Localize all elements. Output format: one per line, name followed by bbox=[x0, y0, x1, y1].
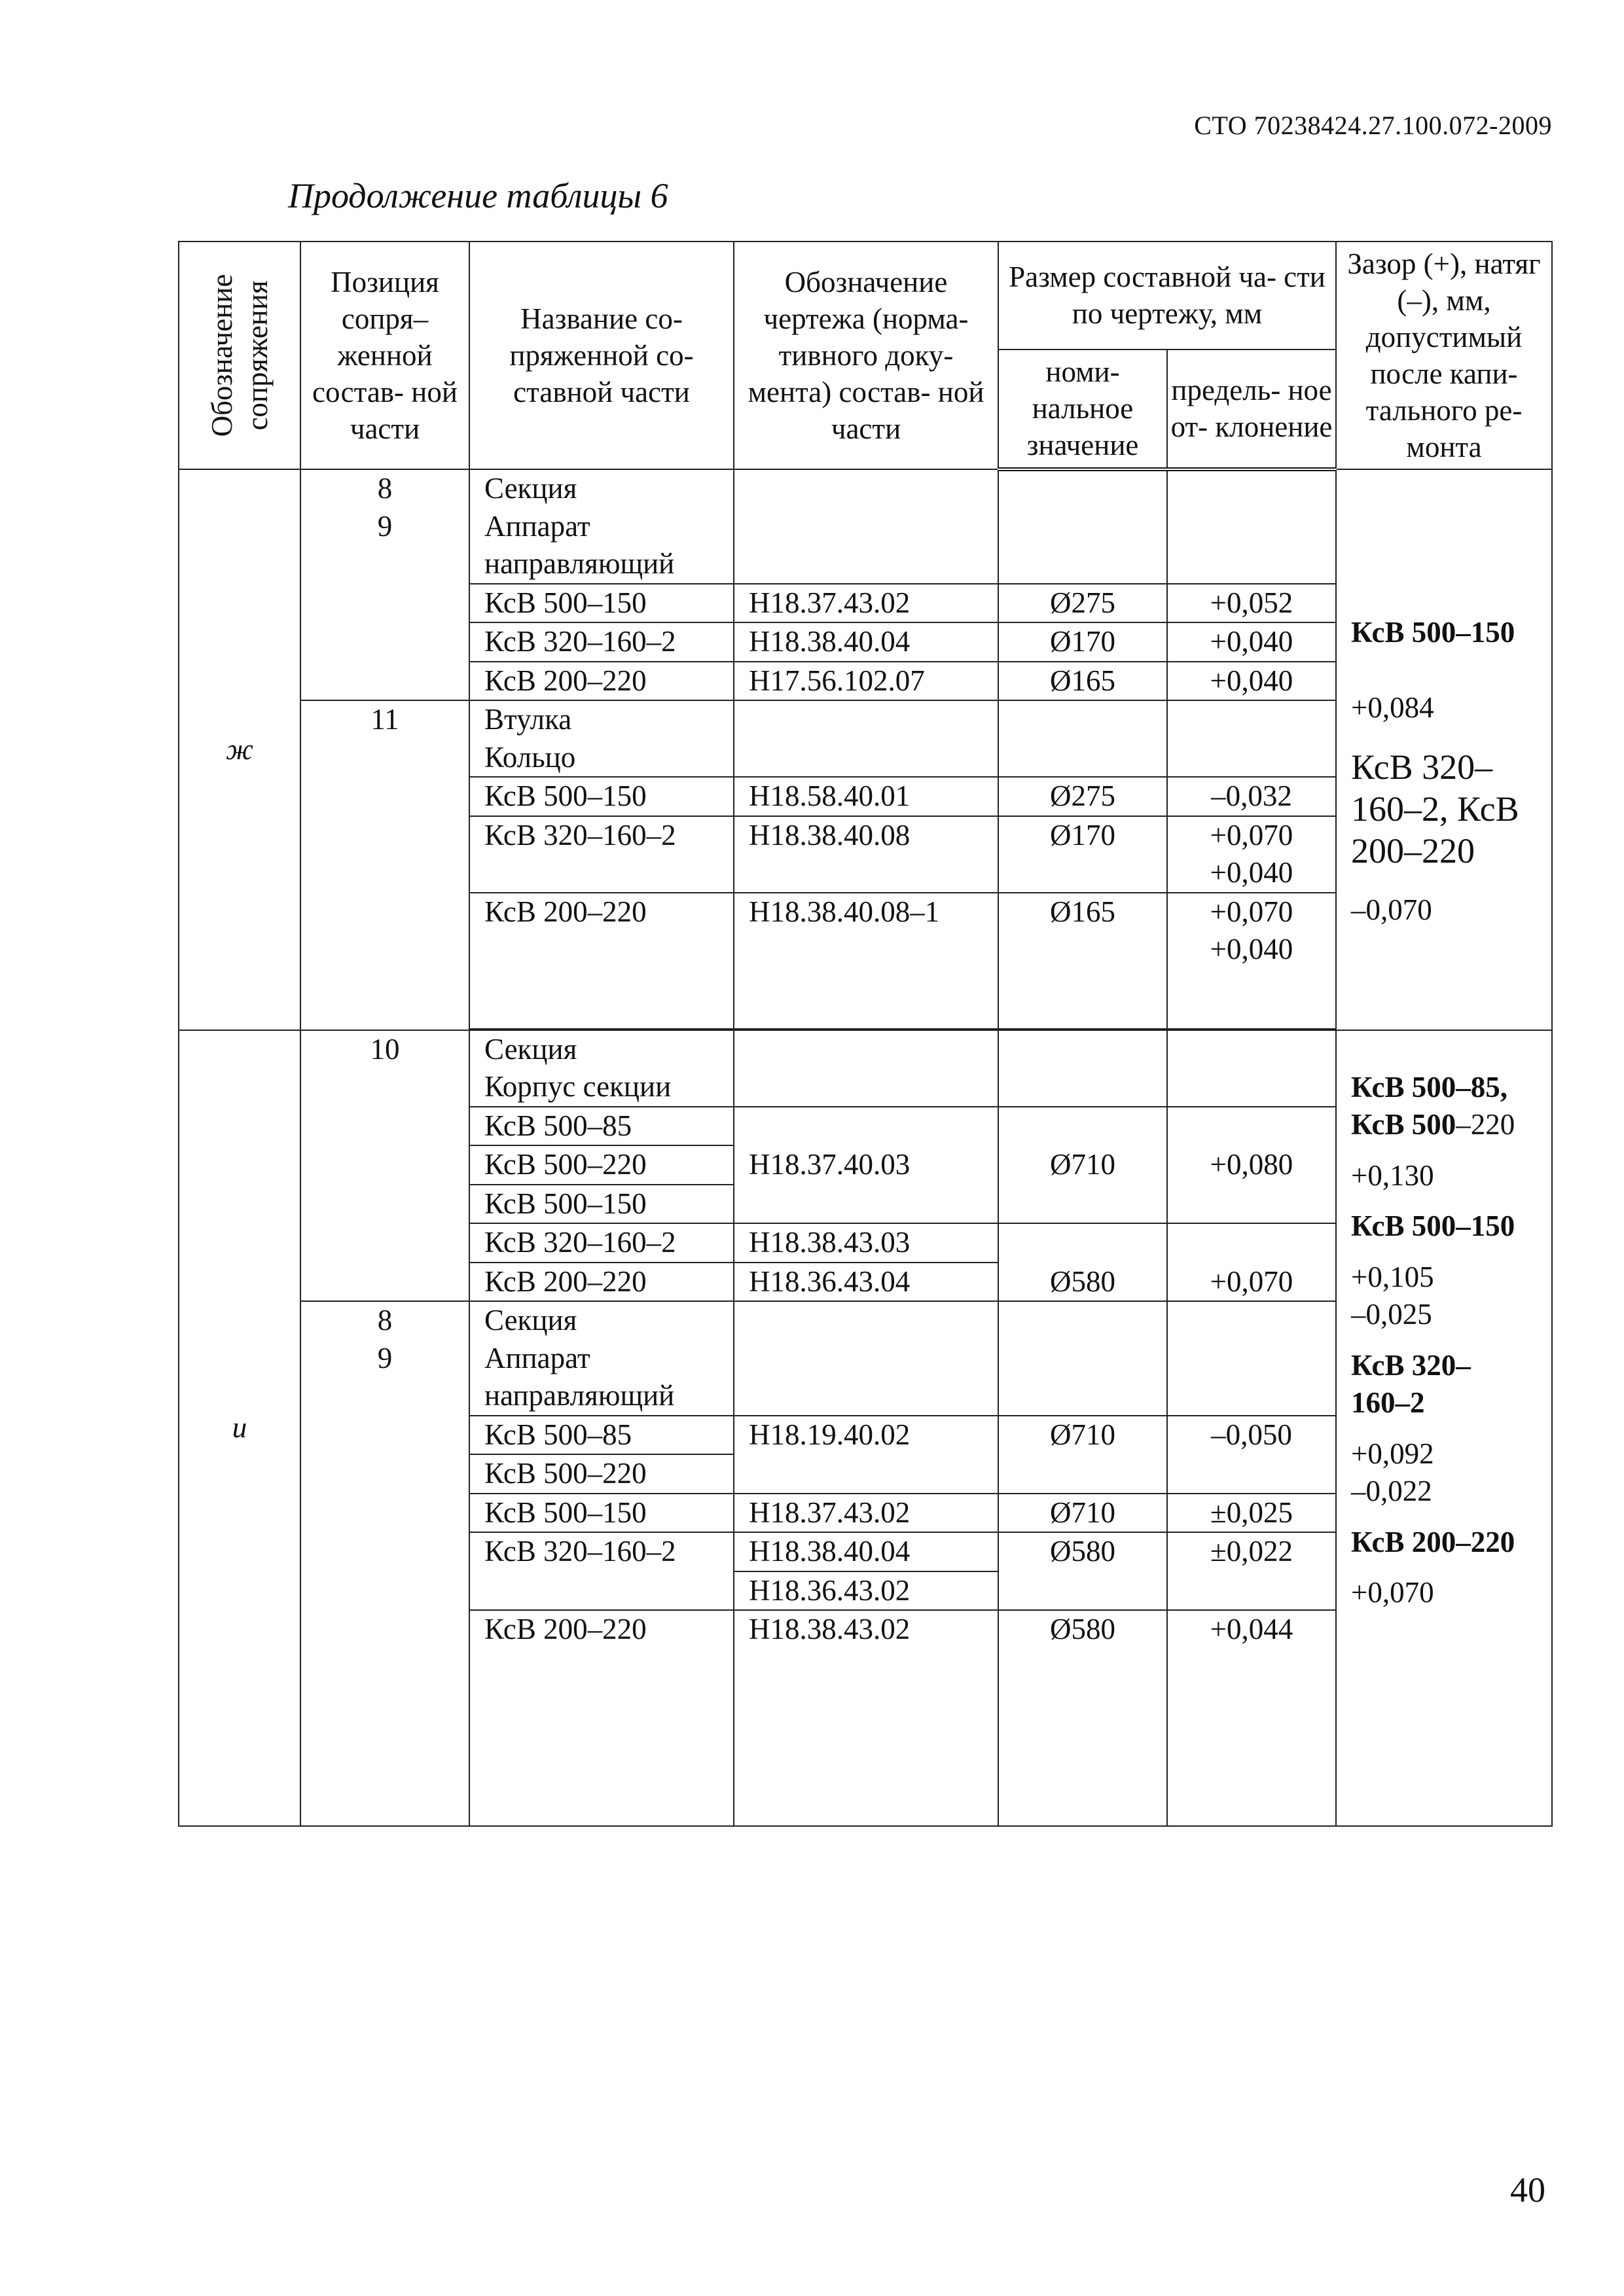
position-cell: 8 9 bbox=[300, 1301, 469, 1826]
clearance-value: –0,025 bbox=[1351, 1298, 1432, 1331]
nominal-cell: Ø580 bbox=[998, 1532, 1167, 1610]
mating-mark-i: и bbox=[179, 1030, 300, 1827]
clearance-label: КсВ 320–160–2, КсВ 200–220 bbox=[1351, 747, 1519, 870]
nominal-cell: Ø170 bbox=[998, 622, 1167, 662]
drawing-cell: Н18.37.43.02 bbox=[734, 1494, 998, 1533]
part-name-cell: КсВ 200–220 bbox=[469, 662, 734, 701]
nominal-cell bbox=[998, 700, 1167, 777]
part-name-cell: КсВ 320–160–2 bbox=[469, 622, 734, 662]
clearance-label: КсВ 500–85, bbox=[1351, 1070, 1507, 1103]
nominal-cell: Ø165 bbox=[998, 893, 1167, 1029]
part-name-cell: КсВ 500–150 bbox=[469, 584, 734, 623]
part-name-cell: КсВ 500–85 bbox=[469, 1416, 734, 1455]
clearance-label: КсВ 500–220 bbox=[1351, 1108, 1515, 1141]
part-name-cell: Секция Аппарат направляющий bbox=[469, 1301, 734, 1416]
mating-mark-zh: ж bbox=[179, 469, 300, 1030]
drawing-cell: Н18.38.40.04 bbox=[734, 622, 998, 662]
drawing-cell bbox=[734, 1301, 998, 1416]
table-row bbox=[179, 469, 1552, 584]
drawing-cell: Н18.37.40.03 bbox=[734, 1107, 998, 1224]
part-name-cell: Втулка Кольцо bbox=[469, 700, 734, 777]
part-name-cell: КсВ 500–150 bbox=[469, 1494, 734, 1533]
drawing-cell: Н18.58.40.01 bbox=[734, 777, 998, 816]
nominal-cell: Ø580 bbox=[998, 1610, 1167, 1826]
deviation-cell: +0,070 bbox=[1167, 1223, 1336, 1301]
deviation-cell: +0,070 +0,040 bbox=[1167, 893, 1336, 1029]
drawing-cell: Н18.38.40.04 bbox=[734, 1532, 998, 1571]
deviation-cell bbox=[1167, 700, 1336, 777]
drawing-cell: Н18.38.43.03 bbox=[734, 1223, 998, 1263]
clearance-cell-i bbox=[1336, 1030, 1552, 1827]
table-caption: Продолжение таблицы 6 bbox=[288, 176, 668, 215]
nominal-cell bbox=[998, 469, 1167, 584]
deviation-cell: +0,040 bbox=[1167, 662, 1336, 701]
header-part-name: Название со- пряженной со- ставной части bbox=[469, 242, 734, 469]
header-drawing-designation: Обозначение чертежа (норма- тивного доку- мента) состав- ной части bbox=[734, 242, 998, 469]
deviation-cell: ±0,025 bbox=[1167, 1494, 1336, 1533]
part-name-cell: Секция Аппарат направляющий bbox=[469, 469, 734, 584]
deviation-cell bbox=[1167, 1030, 1336, 1107]
nominal-cell: Ø710 bbox=[998, 1494, 1167, 1533]
deviation-cell: +0,080 bbox=[1167, 1107, 1336, 1224]
nominal-cell: Ø275 bbox=[998, 777, 1167, 816]
page-number: 40 bbox=[1510, 2170, 1545, 2210]
part-name-cell: КсВ 500–220 bbox=[469, 1145, 734, 1185]
clearance-value: –0,070 bbox=[1351, 893, 1432, 926]
drawing-cell: Н18.19.40.02 bbox=[734, 1416, 998, 1494]
nominal-cell: Ø710 bbox=[998, 1107, 1167, 1224]
clearance-value: –0,022 bbox=[1351, 1475, 1432, 1507]
clearance-label: КсВ 500–150 bbox=[1351, 1210, 1515, 1242]
drawing-cell: Н18.38.40.08 bbox=[734, 816, 998, 893]
clearance-label: КсВ 320–160–2 bbox=[1351, 1348, 1471, 1419]
clearance-label: КсВ 200–220 bbox=[1351, 1525, 1515, 1558]
drawing-cell: Н17.56.102.07 bbox=[734, 662, 998, 701]
clearance-value: +0,105 bbox=[1351, 1260, 1434, 1293]
drawing-cell: Н18.37.43.02 bbox=[734, 584, 998, 623]
clearance-cell-zh bbox=[1336, 469, 1552, 1030]
drawing-cell: Н18.38.43.02 bbox=[734, 1610, 998, 1826]
part-name-cell: КсВ 500–85 bbox=[469, 1107, 734, 1146]
part-name-cell: КсВ 500–150 bbox=[469, 777, 734, 816]
deviation-cell bbox=[1167, 1301, 1336, 1416]
part-name-cell: КсВ 320–160–2 bbox=[469, 1223, 734, 1263]
deviation-cell: ±0,022 bbox=[1167, 1532, 1336, 1610]
part-name-cell: КсВ 320–160–2 bbox=[469, 1532, 734, 1610]
clearance-value: +0,130 bbox=[1351, 1158, 1434, 1192]
clearance-value: +0,070 bbox=[1351, 1576, 1434, 1609]
deviation-cell bbox=[1167, 469, 1336, 584]
header-limit-deviation: предель- ное от- клонение bbox=[1167, 350, 1336, 469]
header-mating-designation: Обозначение сопряжения bbox=[179, 242, 300, 469]
nominal-cell: Ø170 bbox=[998, 816, 1167, 893]
nominal-cell: Ø580 bbox=[998, 1223, 1167, 1301]
nominal-cell bbox=[998, 1301, 1167, 1416]
drawing-cell bbox=[734, 700, 998, 777]
header-clearance-interference: Зазор (+), натяг (–), мм, допустимый после капи- тального ре- монта bbox=[1336, 242, 1552, 469]
deviation-cell: +0,070 +0,040 bbox=[1167, 816, 1336, 893]
nominal-cell bbox=[998, 1030, 1167, 1107]
part-name-cell: КсВ 200–220 bbox=[469, 1263, 734, 1302]
tolerance-table bbox=[178, 241, 1553, 1827]
part-name-cell: КсВ 500–220 bbox=[469, 1454, 734, 1494]
drawing-cell bbox=[734, 469, 998, 584]
part-name-cell: КсВ 500–150 bbox=[469, 1185, 734, 1224]
clearance-label: КсВ 500–150 bbox=[1351, 616, 1515, 649]
deviation-cell: +0,040 bbox=[1167, 622, 1336, 662]
nominal-cell: Ø275 bbox=[998, 584, 1167, 623]
drawing-cell: Н18.36.43.02 bbox=[734, 1571, 998, 1611]
header-position: Позиция сопря– женной состав- ной части bbox=[300, 242, 469, 469]
drawing-cell bbox=[734, 1030, 998, 1107]
deviation-cell: –0,050 bbox=[1167, 1416, 1336, 1494]
position-cell: 8 9 bbox=[300, 469, 469, 700]
part-name-cell: КсВ 320–160–2 bbox=[469, 816, 734, 893]
header-size-by-drawing: Размер составной ча- сти по чертежу, мм bbox=[998, 242, 1336, 350]
drawing-cell: Н18.38.40.08–1 bbox=[734, 893, 998, 1029]
document-code: СТО 70238424.27.100.072-2009 bbox=[1194, 111, 1552, 140]
part-name-cell: Секция Корпус секции bbox=[469, 1030, 734, 1107]
clearance-value: +0,092 bbox=[1351, 1437, 1434, 1470]
position-cell: 11 bbox=[300, 700, 469, 1030]
clearance-value: +0,084 bbox=[1351, 691, 1434, 724]
table-row bbox=[179, 1030, 1552, 1107]
drawing-cell: Н18.36.43.04 bbox=[734, 1263, 998, 1302]
deviation-cell: –0,032 bbox=[1167, 777, 1336, 816]
part-name-cell: КсВ 200–220 bbox=[469, 1610, 734, 1826]
nominal-cell: Ø165 bbox=[998, 662, 1167, 701]
deviation-cell: +0,052 bbox=[1167, 584, 1336, 623]
position-cell: 10 bbox=[300, 1030, 469, 1302]
nominal-cell: Ø710 bbox=[998, 1416, 1167, 1494]
part-name-cell: КсВ 200–220 bbox=[469, 893, 734, 1029]
deviation-cell: +0,044 bbox=[1167, 1610, 1336, 1826]
header-nominal-value: номи- нальное значение bbox=[998, 350, 1167, 469]
